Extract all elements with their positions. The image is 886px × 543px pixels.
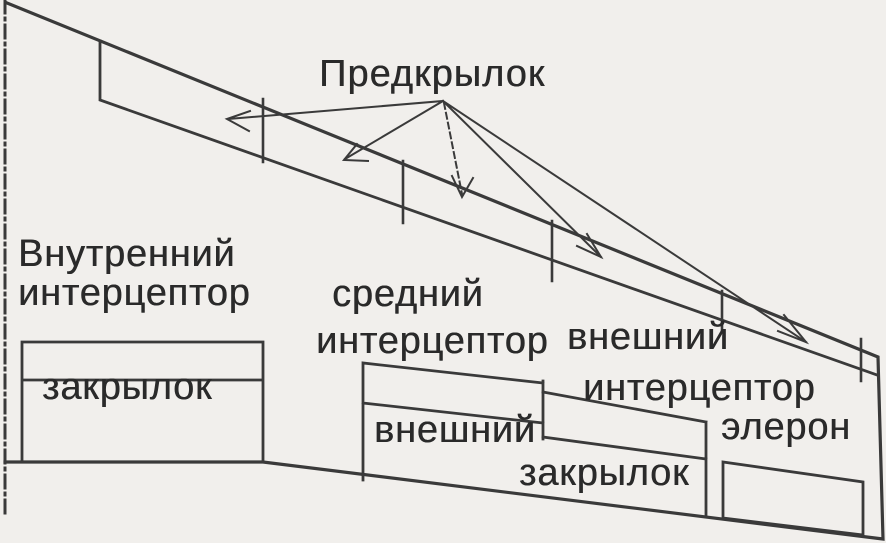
slat-arrow-shafts: [228, 101, 806, 342]
label-mid-spoiler-line1: средний: [332, 273, 484, 315]
aileron-outline: [723, 462, 863, 535]
label-slat: Предкрылок: [319, 53, 546, 95]
label-inner-flap: закрылок: [42, 366, 213, 408]
label-inner-spoiler-line1: Внутренний: [18, 233, 236, 275]
label-inner-spoiler-line2: интерцептор: [18, 272, 251, 314]
label-outer-spoiler-line1: внешний: [567, 316, 729, 358]
label-aileron: элерон: [721, 406, 851, 448]
label-outer-flap-line2: закрылок: [519, 452, 690, 494]
label-outer-flap-line1: внешний: [374, 409, 536, 451]
aileron-path: [723, 462, 863, 535]
slat-arrows: [227, 101, 806, 342]
label-mid-spoiler-line2: интерцептор: [316, 320, 549, 362]
label-outer-spoiler-line2: интерцептор: [583, 367, 816, 409]
arrowhead-left-icon: [227, 111, 250, 131]
